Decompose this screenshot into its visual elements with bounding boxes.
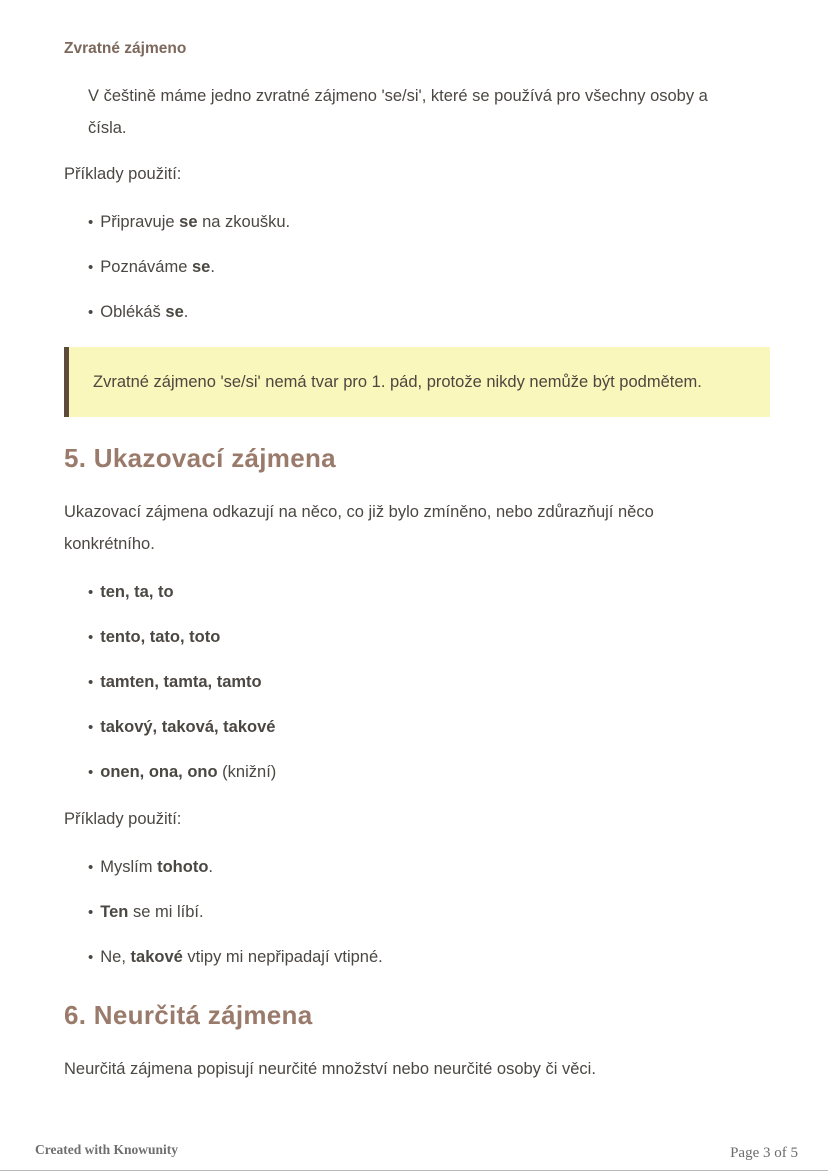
- list-item: [88, 251, 770, 284]
- emphasized-text: se: [179, 213, 198, 231]
- emphasized-text: ten, ta, to: [100, 583, 174, 601]
- emphasized-text: tohoto: [157, 858, 209, 876]
- note-text: Zvratné zájmeno 'se/si' nemá tvar pro 1. pád, protože nikdy nemůže být podmětem.: [93, 373, 702, 391]
- section-heading-reflexive: Zvratné zájmeno: [64, 40, 187, 57]
- list-item: [88, 666, 770, 699]
- bullet-icon: •: [88, 674, 94, 691]
- demonstrative-examples-list: [88, 851, 770, 974]
- bullet-icon: •: [88, 764, 94, 781]
- bullet-icon: •: [88, 584, 94, 601]
- text-run: Poznáváme: [100, 258, 192, 276]
- indefinite-intro-paragraph: Neurčitá zájmena popisují neurčité množství nebo neurčité osoby či věci.: [64, 1060, 596, 1078]
- note-callout: [64, 347, 770, 417]
- list-item: [88, 896, 770, 929]
- text-run: (knižní): [217, 763, 277, 781]
- bullet-icon: •: [88, 904, 94, 921]
- bullet-icon: •: [88, 214, 94, 231]
- text-run: na zkoušku.: [197, 213, 291, 231]
- section-heading-demonstrative: 5. Ukazovací zájmena: [64, 443, 336, 473]
- emphasized-text: takové: [130, 948, 183, 966]
- emphasized-text: takový, taková, takové: [100, 718, 276, 736]
- list-item: [88, 711, 770, 744]
- section-heading-indefinite: 6. Neurčitá zájmena: [64, 1000, 313, 1030]
- text-run: se mi líbí.: [128, 903, 204, 921]
- bullet-icon: •: [88, 719, 94, 736]
- page-number: Page 3 of 5: [730, 1145, 798, 1161]
- bullet-icon: •: [88, 629, 94, 646]
- reflexive-intro-paragraph: V češtině máme jedno zvratné zájmeno 'se/si', které se používá pro všechny osoby a čísla.: [88, 87, 708, 137]
- list-item: [88, 296, 770, 329]
- emphasized-text: se: [191, 258, 211, 276]
- bullet-icon: •: [88, 304, 94, 321]
- text-run: Myslím: [100, 858, 158, 876]
- list-item: [88, 621, 770, 654]
- text-run: .: [210, 258, 215, 276]
- emphasized-text: tento, tato, toto: [100, 628, 221, 646]
- list-item: [88, 941, 770, 974]
- demonstrative-examples-label: Příklady použití:: [64, 810, 182, 828]
- bullet-icon: •: [88, 259, 94, 276]
- emphasized-text: Ten: [100, 903, 129, 921]
- demonstrative-intro-paragraph: Ukazovací zájmena odkazují na něco, co již bylo zmíněno, nebo zdůrazňují něco konkrétního.: [64, 503, 654, 553]
- emphasized-text: tamten, tamta, tamto: [100, 673, 262, 691]
- text-run: Oblékáš: [100, 303, 166, 321]
- reflexive-examples-list: [88, 206, 770, 329]
- bullet-icon: •: [88, 859, 94, 876]
- text-run: .: [183, 303, 189, 321]
- text-run: .: [208, 858, 213, 876]
- emphasized-text: onen, ona, ono: [100, 763, 218, 781]
- list-item: [88, 206, 770, 239]
- list-item: [88, 756, 770, 789]
- reflexive-examples-label: Příklady použití:: [64, 165, 182, 183]
- demonstrative-items-list: [88, 576, 770, 789]
- emphasized-text: se: [165, 303, 184, 321]
- text-run: Ne,: [100, 948, 131, 966]
- list-item: [88, 851, 770, 884]
- bullet-icon: •: [88, 949, 94, 966]
- list-item: [88, 576, 770, 609]
- text-run: vtipy mi nepřipadají vtipné.: [182, 948, 383, 966]
- text-run: Připravuje: [100, 213, 180, 231]
- footer-branding: Created with Knowunity: [35, 1142, 179, 1157]
